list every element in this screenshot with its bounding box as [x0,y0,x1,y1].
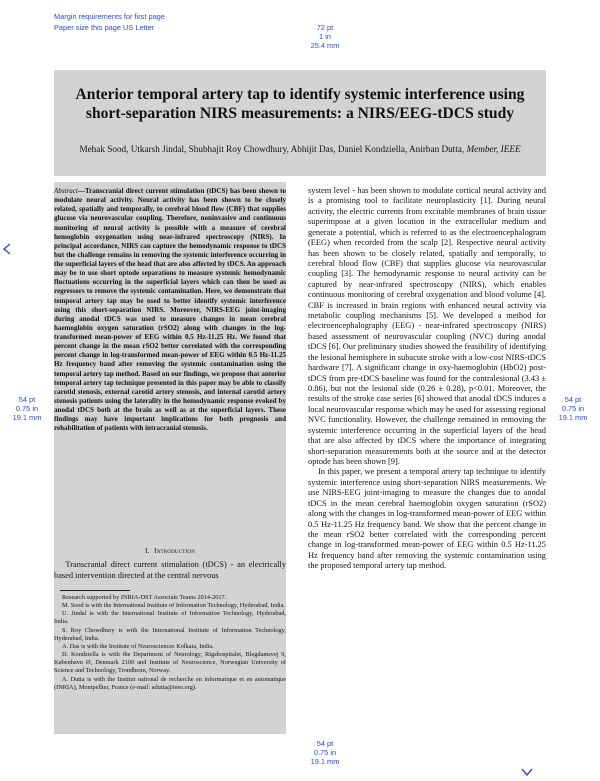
left-margin-measure [2,395,52,422]
footnote: M. Sood is with the International Institute of Information Technology, Hyderabad, India. [62,602,286,610]
footnote: S. Roy Chowdhury is with the International Institute of Information Technology, Hyderabad, India. [54,626,286,642]
footnote: Research supported by INRIA-DST Associate Teams 2014-2017. [62,594,227,601]
chevron-down-icon[interactable] [521,762,533,772]
top-margin-pt: 72 pt [316,23,334,32]
bottom-margin-in: 0.75 in [313,748,337,757]
footnote: U. Jindal is with the International Institute of Information Technology, Hyderabad, India. [54,610,286,626]
abstract [54,187,286,433]
paper-size-label: Paper size this page US Letter [54,23,155,32]
right-paragraph-1: system level - has been shown to modulate cortical neural activity and is a promising tool to facilitate neuroplasticity [1]. During neural activity, the electric currents from excitable membranes of brain tissue superimpose at a given location in the extracellular medium and generate a potential, which is referred to as the electroencephalogram (EEG) when recorded from the scalp [2]. Respective neural activity has been shown to be closely related, spatially and temporally, to cerebral blood flow (CBF) that supplies glucose via neurovascular coupling [3]. The hemodynamic response to neural activity can be captured by near-infrared spectroscopy (NIRS), which enables continuous monitoring of cerebral oxygenation and blood volume [4]. CBF is increased in brain regions with enhanced neural activity via metabolic coupling mechanisms [5]. We developed a method for electroencephalography (EEG) - near-infrared spectroscopy (NIRS) based assessment of neurovascular coupling (NVC) during anodal tDCS [6]. Our preliminary studies showed the feasibility of identifying the lesional hemisphere in subacute stroke with a low-cost NIRS-tDCS hardware [7]. A significant change in oxy-haemoglobin (HbO2) post-tDCS from pre-tDCS baseline was found for the contralesional (3.43 ± 0.86), but not the lesional side (0.26 ± 0.28), p<0.01. Moreover, the results of the stroke case series [6] showed that anodal tDCS induces a local neurovascular response which may be used for assessing regional NVC functionality. However, the challenge remained in removing the systemic interference occurring in the superficial layers of the head that are also affected by tDCS where the importance of integrating short-separation measurements both at the source and at the detector optode has been shown [9]. [308,186,546,466]
abstract-text: —Transcranial direct current stimulation (tDCS) has been shown to modulate neural activity. Neural activity has been shown to be closely related, spatially and temporally, to cerebral blood flow (CBF) that supplies glucose via neurovascular coupling. Therefore, noninvasive and continuous monitoring of neural activity is possible with a measure of cerebral hemoglobin oxygenation using near-infrared spectroscopy (NIRS). In principal accordance, NIRS can capture the hemodynamic response to tDCS but the challenge remains in removing the systemic interference occurring in the superficial layers of the head that are also affected by tDCS. An approach may be to use short optode separations to measure systemic hemodynamic fluctuations occurring in the superficial layers which can then be used as regressors to remove the systemic contamination. Here, we demonstrate that temporal artery tap may be used to better identify systemic interference using this short-separation NIRS. Moreover, NIRS-EEG joint-imaging during anodal tDCS was used to measure changes in mean cerebral haemoglobin oxygen saturation (rSO2) along with changes in the log-transformed mean-power of EEG within 0.5 Hz-11.25 Hz. We found that percent change in the mean rSO2 better correlated with the corresponding percent change in log-transformed mean-power of EEG within 0.5 Hz-11.25 Hz frequency band after removing the systemic contamination using the temporal artery tap method. Based on our findings, we propose that anterior temporal artery tap technique presented in this paper may be able to classify carotid stenosis, external carotid artery stenosis, and internal carotid artery stenosis patients using the laterality in the hemodynamic response evoked by anodal tDCS both at the brain as well as at the superficial layers. These findings may have important implications for both prognosis and rehabilitation of patients with intracranial stenosis. [54,187,286,433]
top-margin-measure [300,23,350,50]
right-column [308,186,546,572]
footnote-rule [60,590,130,591]
chevron-left-icon[interactable] [2,240,12,252]
right-margin-pt: 54 pt [564,395,582,404]
top-margin-mm: 25.4 mm [310,41,340,50]
right-margin-in: 0.75 in [561,404,585,413]
author-list [70,143,530,155]
abstract-label: Abstract [54,187,78,195]
left-margin-in: 0.75 in [15,404,39,413]
footnote: A. Das is with the Institute of Neurosciences Kolkata, India. [62,642,214,650]
section-heading [54,546,286,556]
authors-names: Mehak Sood, Utkarsh Jindal, Shubhajit Roy Chowdhury, Abhijit Das, Daniel Kondziella, Anirban Dutta, [79,144,465,154]
intro-text: Transcranial direct current stimulation (tDCS) - an electrically based intervention directed at the central nervous [54,560,287,580]
bottom-margin-measure [300,739,350,766]
footnotes [54,594,286,692]
intro-paragraph [54,560,286,581]
section-title: Introduction [153,546,196,555]
left-margin-pt: 54 pt [18,395,36,404]
margin-requirements-label: Margin requirements for first page [54,12,165,21]
right-margin-mm: 19.1 mm [558,413,588,422]
section-number: I. [144,546,150,555]
chevron-left-icon-svg [2,243,12,255]
left-margin-mm: 19.1 mm [12,413,42,422]
bottom-margin-mm: 19.1 mm [310,757,340,766]
bottom-margin-pt: 54 pt [316,739,334,748]
footnote: D. Kondziella is with the Department of Neurology, Rigshospitalet, Blegdamsvej 9, København Ø, Denmark 2100 and Institute of Neuroscience, Norwegian University of Science and Technology, Trondheim, Norway. [54,651,286,675]
right-margin-measure [548,395,598,422]
top-margin-in: 1 in [319,32,331,41]
authors-member: Member, IEEE [466,144,521,154]
footnote: A. Dutta is with the Institut national de recherche en informatique et en automatique (INRIA), Montpellier, France (e-mail: adutta@ieee.org). [54,675,286,691]
paper-title: Anterior temporal artery tap to identify systemic interference using short-separation NIRS measurements: a NIRS/EEG-tDCS study [75,86,525,122]
right-paragraph-2: In this paper, we present a temporal artery tap technique to identify systemic interference using short-separation NIRS measurements. We use NIRS-EEG joint-imaging to measure the changes due to anodal tDCS in the mean cerebral haemoglobin oxygen saturation (rSO2) along with the changes in log-transformed mean-power of EEG within 0.5 Hz-11.25 Hz frequency band. We show that the percent change in the mean rSO2 better correlated with the corresponding percent change in log-transformed mean-power of EEG within 0.5 Hz-11.25 Hz frequency band after removing the systemic contamination using the proposed temporal artery tap method. [308,467,546,571]
